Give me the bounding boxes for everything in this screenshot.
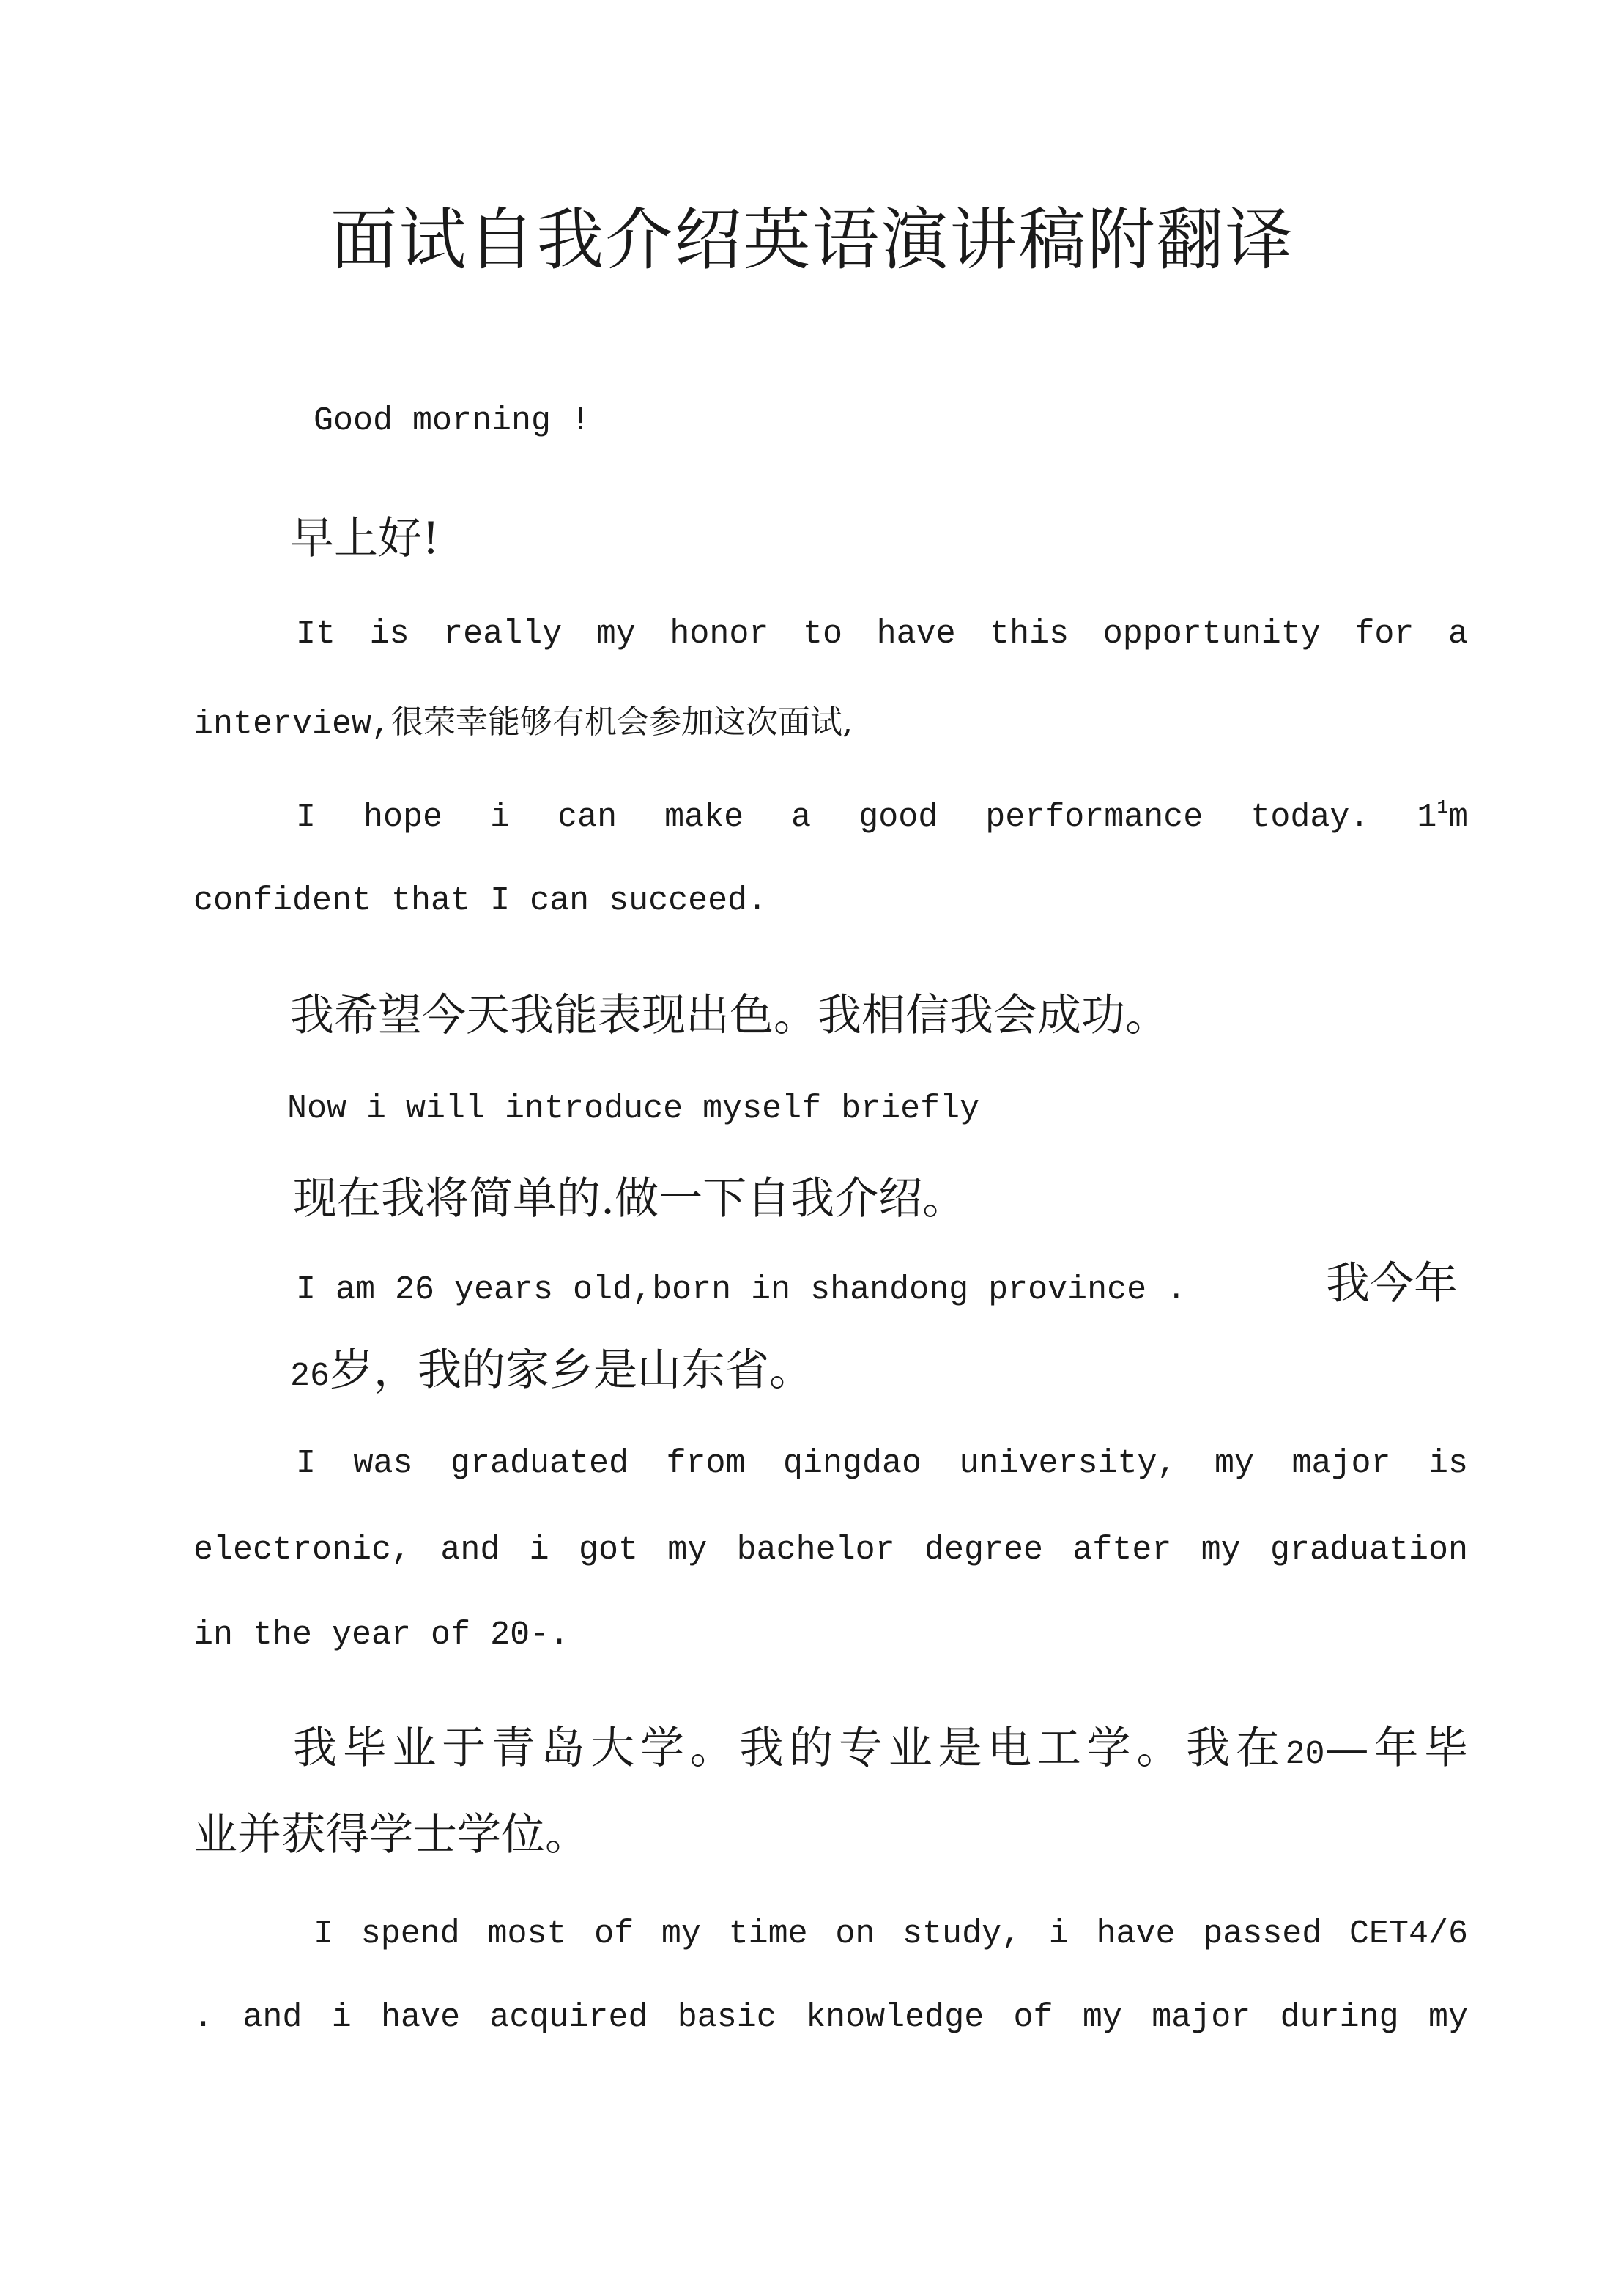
hope-zh: 我希望今天我能表现出色。我相信我会成功。	[290, 990, 1169, 1041]
hope-superscript: 1	[1436, 796, 1448, 818]
study-line-2: . and i have acquired basic knowledge of my major during my	[193, 1999, 1468, 2036]
honor-line-1: It is really my honor to have this opportunity for a	[296, 615, 1468, 653]
document-title: 面试自我介绍英语演讲稿附翻译	[330, 201, 1294, 279]
hope-line-1	[296, 796, 1468, 840]
graduate-line-2: electronic, and i got my bachelor degree after my graduation	[193, 1531, 1468, 1569]
hope-line-2: confident that I can succeed.	[193, 882, 768, 920]
hope-line-1-end: m	[1447, 799, 1468, 836]
age-zh-start: 我今年	[1326, 1258, 1458, 1309]
graduate-zh-line-2: 业并获得学士学位。	[193, 1809, 589, 1860]
graduate-zh-end: —年毕	[1324, 1723, 1468, 1774]
age-number: 26	[290, 1358, 330, 1395]
age-zh-line-2	[290, 1341, 813, 1406]
graduate-zh-year: 20	[1285, 1736, 1325, 1773]
age-zh-rest: 岁，我的家乡是山东省。	[330, 1345, 814, 1396]
honor-line-2	[193, 700, 853, 747]
introduce-zh: 现在我将简单的.做一下自我介绍。	[293, 1173, 967, 1224]
greeting-en: Good morning !	[314, 402, 591, 440]
honor-line-2-en: interview,	[193, 706, 392, 743]
honor-line-2-zh: 很荣幸能够有机会参加这次面试,	[391, 703, 853, 741]
study-line-1: I spend most of my time on study, i have passed CET4/6	[314, 1915, 1468, 1953]
graduate-line-3: in the year of 20-.	[193, 1616, 570, 1654]
greeting-zh: 早上好!	[290, 513, 440, 564]
introduce-en: Now i will introduce myself briefly	[287, 1090, 980, 1128]
graduate-line-1: I was graduated from qingdao university, my major is	[296, 1445, 1468, 1482]
graduate-zh-text: 我毕业于青岛大学。我的专业是电工学。我在	[293, 1723, 1286, 1774]
graduate-zh-line-1	[293, 1719, 1468, 1784]
age-en: I am 26 years old,born in shandong province .	[296, 1271, 1187, 1309]
hope-line-1-text: I hope i can make a good performance today. 1	[296, 799, 1437, 836]
